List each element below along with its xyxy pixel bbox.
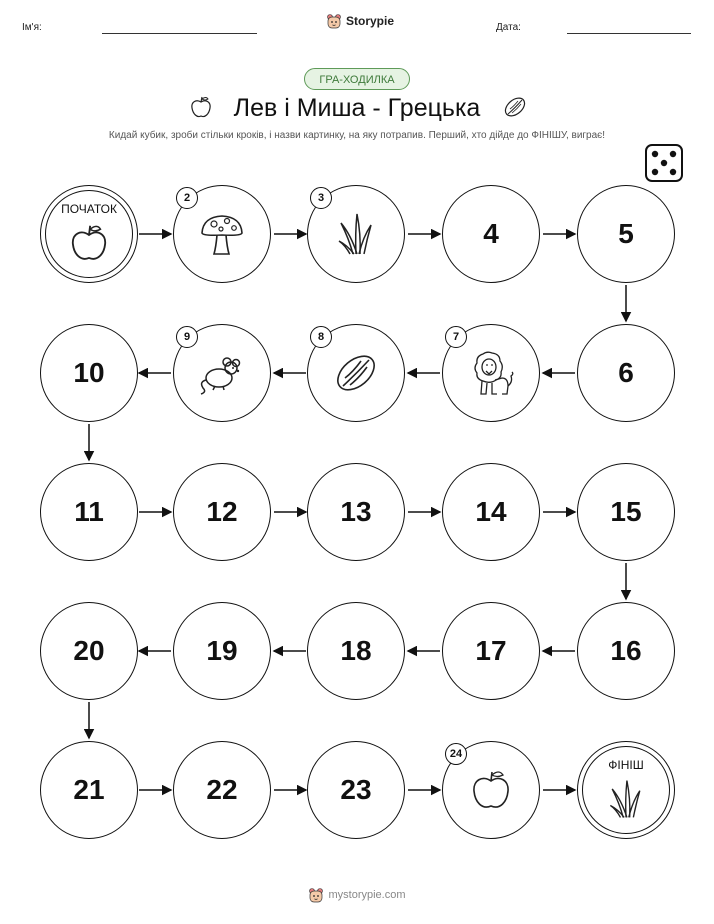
mouse-icon	[197, 348, 247, 398]
cell-number: 21	[73, 774, 105, 805]
cell-14[interactable]	[442, 463, 540, 561]
footer-url[interactable]: mystorypie.com	[328, 889, 406, 901]
cell-19[interactable]	[173, 602, 271, 700]
date-label: Дата:	[496, 22, 521, 33]
cell-24[interactable]	[442, 741, 540, 839]
storypie-logo-icon	[308, 887, 324, 903]
cell-3[interactable]	[307, 185, 405, 283]
cell-number-badge: 3	[310, 187, 332, 209]
cell-number-badge: 7	[445, 326, 467, 348]
footer	[0, 887, 714, 903]
cell-12[interactable]	[173, 463, 271, 561]
apple-icon	[66, 220, 112, 266]
cell-number: 12	[206, 496, 238, 527]
grass-icon	[603, 776, 649, 822]
cell-number: 14	[475, 496, 507, 527]
cell-number: 22	[206, 774, 238, 805]
cell-9[interactable]	[173, 324, 271, 422]
cell-number: 17	[475, 635, 507, 666]
cell-2[interactable]	[173, 185, 271, 283]
cell-number-badge: 9	[176, 326, 198, 348]
cell-4[interactable]	[442, 185, 540, 283]
name-label: Ім'я:	[22, 22, 42, 33]
cell-7[interactable]	[442, 324, 540, 422]
cell-8[interactable]	[307, 324, 405, 422]
apple-icon	[466, 765, 516, 815]
cell-number: 13	[340, 496, 372, 527]
cell-number: 6	[618, 357, 634, 388]
cell-number: 10	[73, 357, 105, 388]
cell-5[interactable]	[577, 185, 675, 283]
cell-number-badge: 24	[445, 743, 467, 765]
cell-13[interactable]	[307, 463, 405, 561]
mushroom-icon	[197, 209, 247, 259]
cell-22[interactable]	[173, 741, 271, 839]
lion-icon	[466, 348, 516, 398]
brand-name: Storypie	[346, 14, 395, 28]
cell-number: 11	[74, 496, 104, 527]
finish-label: ФІНІШ	[608, 758, 644, 772]
game-type-badge: ГРА-ХОДИЛКА	[304, 68, 410, 90]
cell-23[interactable]	[307, 741, 405, 839]
cell-6[interactable]	[577, 324, 675, 422]
cell-number: 15	[610, 496, 642, 527]
cell-finish[interactable]	[577, 741, 675, 839]
cell-number: 23	[340, 774, 372, 805]
walnut-icon	[331, 348, 381, 398]
cell-11[interactable]	[40, 463, 138, 561]
cell-number: 18	[340, 635, 372, 666]
cell-16[interactable]	[577, 602, 675, 700]
cell-17[interactable]	[442, 602, 540, 700]
cell-start[interactable]	[40, 185, 138, 283]
cell-15[interactable]	[577, 463, 675, 561]
start-label: ПОЧАТОК	[61, 202, 117, 216]
page-title: Лев і Миша - Грецька	[233, 94, 481, 122]
cell-number: 20	[73, 635, 105, 666]
cell-20[interactable]	[40, 602, 138, 700]
instructions: Кидай кубик, зроби стільки кроків, і назви картинку, на яку потрапив. Перший, хто дійде до ФІНІШУ, виграє!	[108, 130, 606, 141]
cell-number-badge: 8	[310, 326, 332, 348]
cell-21[interactable]	[40, 741, 138, 839]
cell-number: 4	[483, 218, 499, 249]
cell-10[interactable]	[40, 324, 138, 422]
cell-18[interactable]	[307, 602, 405, 700]
cell-number-badge: 2	[176, 187, 198, 209]
grass-icon	[331, 209, 381, 259]
cell-number: 5	[618, 218, 634, 249]
cell-number: 16	[610, 635, 642, 666]
cell-number: 19	[206, 635, 238, 666]
